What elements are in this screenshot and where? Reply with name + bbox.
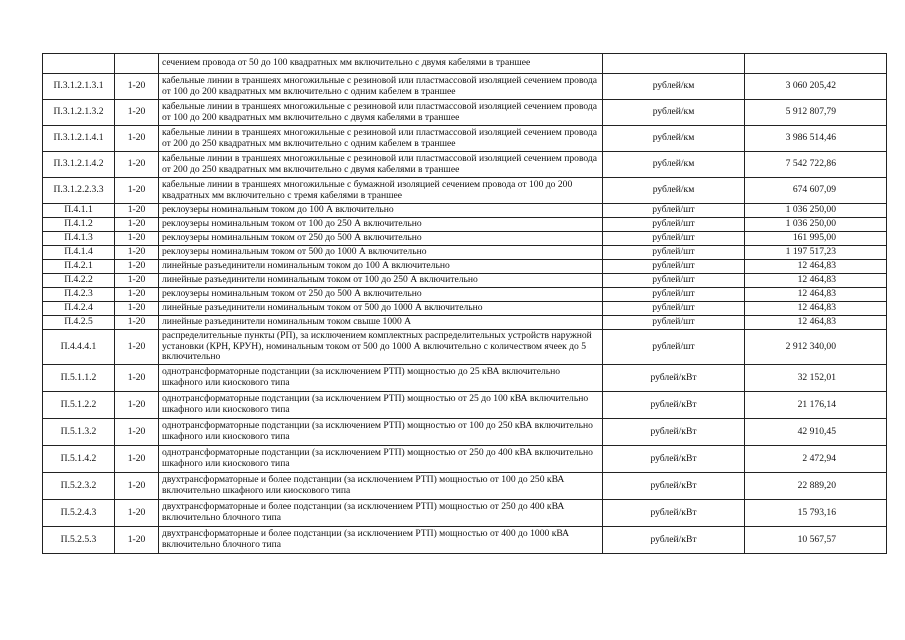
- table-row: [43, 126, 887, 152]
- voltage-cell: 1-20: [115, 204, 159, 218]
- value-cell: 5 912 807,79: [745, 100, 887, 126]
- code-cell: П.5.2.5.3: [43, 527, 115, 554]
- voltage-cell: 1-20: [115, 74, 159, 100]
- table-row: [43, 302, 887, 316]
- table-row: [43, 100, 887, 126]
- voltage-cell: 1-20: [115, 260, 159, 274]
- table-row: [43, 316, 887, 330]
- value-cell: 10 567,57: [745, 527, 887, 554]
- description-cell: реклоузеры номинальным током от 250 до 500 А включительно: [159, 288, 603, 302]
- voltage-cell: 1-20: [115, 152, 159, 178]
- voltage-cell: 1-20: [115, 288, 159, 302]
- voltage-cell: 1-20: [115, 419, 159, 446]
- value-cell: 12 464,83: [745, 302, 887, 316]
- value-cell: 3 060 205,42: [745, 74, 887, 100]
- unit-cell: рублей/км: [603, 152, 745, 178]
- description-cell: сечением провода от 50 до 100 квадратных мм включительно с двумя кабелями в траншее: [159, 54, 603, 74]
- value-cell: [745, 54, 887, 74]
- table-body: [43, 54, 887, 554]
- unit-cell: рублей/км: [603, 74, 745, 100]
- unit-cell: рублей/шт: [603, 288, 745, 302]
- description-cell: кабельные линии в траншеях многожильные с резиновой или пластмассовой изоляцией сечением провода от 200 до 250 квадратных мм включительно с одним кабелем в траншее: [159, 126, 603, 152]
- code-cell: П.4.2.4: [43, 302, 115, 316]
- description-cell: линейные разъединители номинальным током от 500 до 1000 А включительно: [159, 302, 603, 316]
- voltage-cell: 1-20: [115, 218, 159, 232]
- description-cell: реклоузеры номинальным током от 500 до 1000 А включительно: [159, 246, 603, 260]
- code-cell: П.4.1.3: [43, 232, 115, 246]
- table-row: [43, 218, 887, 232]
- description-cell: распределительные пункты (РП), за исключением комплектных распределительных устройств наружной установки (КРН, КРУН), номинальным током от 500 до 1000 А включительно с количеством ячеек до 5 включительно: [159, 330, 603, 365]
- value-cell: 21 176,14: [745, 392, 887, 419]
- voltage-cell: 1-20: [115, 365, 159, 392]
- description-cell: двухтрансформаторные и более подстанции (за исключением РТП) мощностью от 100 до 250 кВА включительно шкафного или киоскового типа: [159, 473, 603, 500]
- table-row: [43, 232, 887, 246]
- code-cell: П.4.2.1: [43, 260, 115, 274]
- code-cell: П.4.2.5: [43, 316, 115, 330]
- table-row: [43, 74, 887, 100]
- unit-cell: рублей/шт: [603, 232, 745, 246]
- table-row: [43, 260, 887, 274]
- code-cell: П.3.1.2.1.4.2: [43, 152, 115, 178]
- voltage-cell: 1-20: [115, 100, 159, 126]
- description-cell: однотрансформаторные подстанции (за исключением РТП) мощностью от 100 до 250 кВА включительно шкафного или киоскового типа: [159, 419, 603, 446]
- value-cell: 161 995,00: [745, 232, 887, 246]
- value-cell: 1 036 250,00: [745, 204, 887, 218]
- value-cell: 1 197 517,23: [745, 246, 887, 260]
- unit-cell: рублей/кВт: [603, 473, 745, 500]
- code-cell: П.4.4.4.1: [43, 330, 115, 365]
- code-cell: П.3.1.2.1.3.1: [43, 74, 115, 100]
- voltage-cell: 1-20: [115, 316, 159, 330]
- value-cell: 12 464,83: [745, 260, 887, 274]
- code-cell: П.5.1.3.2: [43, 419, 115, 446]
- voltage-cell: 1-20: [115, 527, 159, 554]
- table-row: [43, 288, 887, 302]
- description-cell: линейные разъединители номинальным током свыше 1000 А: [159, 316, 603, 330]
- description-cell: кабельные линии в траншеях многожильные с резиновой или пластмассовой изоляцией сечением провода от 200 до 250 квадратных мм включительно с двумя кабелями в траншее: [159, 152, 603, 178]
- code-cell: [43, 54, 115, 74]
- description-cell: кабельные линии в траншеях многожильные с резиновой или пластмассовой изоляцией сечением провода от 100 до 200 квадратных мм включительно с одним кабелем в траншее: [159, 74, 603, 100]
- value-cell: 3 986 514,46: [745, 126, 887, 152]
- code-cell: П.3.1.2.1.3.2: [43, 100, 115, 126]
- voltage-cell: 1-20: [115, 446, 159, 473]
- table-row: [43, 274, 887, 288]
- unit-cell: рублей/км: [603, 126, 745, 152]
- voltage-cell: 1-20: [115, 274, 159, 288]
- unit-cell: рублей/шт: [603, 274, 745, 288]
- table-row: [43, 178, 887, 204]
- unit-cell: рублей/кВт: [603, 527, 745, 554]
- code-cell: П.4.2.2: [43, 274, 115, 288]
- unit-cell: рублей/кВт: [603, 446, 745, 473]
- value-cell: 12 464,83: [745, 316, 887, 330]
- value-cell: 2 472,94: [745, 446, 887, 473]
- description-cell: реклоузеры номинальным током от 250 до 500 А включительно: [159, 232, 603, 246]
- unit-cell: рублей/шт: [603, 246, 745, 260]
- unit-cell: рублей/км: [603, 178, 745, 204]
- value-cell: 1 036 250,00: [745, 218, 887, 232]
- unit-cell: рублей/шт: [603, 316, 745, 330]
- code-cell: П.5.2.3.2: [43, 473, 115, 500]
- table-row: [43, 204, 887, 218]
- table-row: [43, 500, 887, 527]
- description-cell: однотрансформаторные подстанции (за исключением РТП) мощностью от 250 до 400 кВА включительно шкафного или киоскового типа: [159, 446, 603, 473]
- description-cell: линейные разъединители номинальным током от 100 до 250 А включительно: [159, 274, 603, 288]
- code-cell: П.5.1.4.2: [43, 446, 115, 473]
- value-cell: 15 793,16: [745, 500, 887, 527]
- value-cell: 22 889,20: [745, 473, 887, 500]
- table-row: [43, 473, 887, 500]
- unit-cell: рублей/шт: [603, 204, 745, 218]
- table-row: [43, 446, 887, 473]
- voltage-cell: [115, 54, 159, 74]
- table-row: [43, 527, 887, 554]
- value-cell: 32 152,01: [745, 365, 887, 392]
- description-cell: двухтрансформаторные и более подстанции (за исключением РТП) мощностью от 250 до 400 кВА включительно блочного типа: [159, 500, 603, 527]
- voltage-cell: 1-20: [115, 232, 159, 246]
- unit-cell: [603, 54, 745, 74]
- unit-cell: рублей/шт: [603, 260, 745, 274]
- voltage-cell: 1-20: [115, 330, 159, 365]
- voltage-cell: 1-20: [115, 302, 159, 316]
- table-row: [43, 152, 887, 178]
- voltage-cell: 1-20: [115, 392, 159, 419]
- code-cell: П.4.1.1: [43, 204, 115, 218]
- description-cell: линейные разъединители номинальным током до 100 А включительно: [159, 260, 603, 274]
- description-cell: кабельные линии в траншеях многожильные с бумажной изоляцией сечением провода от 100 до 200 квадратных мм включительно с тремя кабелями в траншее: [159, 178, 603, 204]
- tariff-table: [42, 53, 887, 554]
- tariff-table-page: [42, 53, 886, 554]
- description-cell: реклоузеры номинальным током до 100 А включительно: [159, 204, 603, 218]
- code-cell: П.3.1.2.2.3.3: [43, 178, 115, 204]
- unit-cell: рублей/шт: [603, 330, 745, 365]
- unit-cell: рублей/шт: [603, 302, 745, 316]
- code-cell: П.5.2.4.3: [43, 500, 115, 527]
- unit-cell: рублей/кВт: [603, 500, 745, 527]
- value-cell: 42 910,45: [745, 419, 887, 446]
- unit-cell: рублей/шт: [603, 218, 745, 232]
- voltage-cell: 1-20: [115, 500, 159, 527]
- value-cell: 674 607,09: [745, 178, 887, 204]
- description-cell: реклоузеры номинальным током от 100 до 250 А включительно: [159, 218, 603, 232]
- unit-cell: рублей/кВт: [603, 392, 745, 419]
- description-cell: кабельные линии в траншеях многожильные с резиновой или пластмассовой изоляцией сечением провода от 100 до 200 квадратных мм включительно с двумя кабелями в траншее: [159, 100, 603, 126]
- code-cell: П.5.1.1.2: [43, 365, 115, 392]
- code-cell: П.4.2.3: [43, 288, 115, 302]
- code-cell: П.4.1.2: [43, 218, 115, 232]
- unit-cell: рублей/км: [603, 100, 745, 126]
- value-cell: 7 542 722,86: [745, 152, 887, 178]
- value-cell: 2 912 340,00: [745, 330, 887, 365]
- table-row: [43, 246, 887, 260]
- table-row: [43, 419, 887, 446]
- table-row: [43, 330, 887, 365]
- voltage-cell: 1-20: [115, 473, 159, 500]
- voltage-cell: 1-20: [115, 246, 159, 260]
- code-cell: П.5.1.2.2: [43, 392, 115, 419]
- unit-cell: рублей/кВт: [603, 365, 745, 392]
- code-cell: П.3.1.2.1.4.1: [43, 126, 115, 152]
- table-row-continuation: [43, 54, 887, 74]
- value-cell: 12 464,83: [745, 274, 887, 288]
- description-cell: однотрансформаторные подстанции (за исключением РТП) мощностью до 25 кВА включительно шкафного или киоскового типа: [159, 365, 603, 392]
- unit-cell: рублей/кВт: [603, 419, 745, 446]
- voltage-cell: 1-20: [115, 126, 159, 152]
- table-row: [43, 392, 887, 419]
- description-cell: однотрансформаторные подстанции (за исключением РТП) мощностью от 25 до 100 кВА включительно шкафного или киоскового типа: [159, 392, 603, 419]
- code-cell: П.4.1.4: [43, 246, 115, 260]
- table-row: [43, 365, 887, 392]
- description-cell: двухтрансформаторные и более подстанции (за исключением РТП) мощностью от 400 до 1000 кВА включительно блочного типа: [159, 527, 603, 554]
- voltage-cell: 1-20: [115, 178, 159, 204]
- value-cell: 12 464,83: [745, 288, 887, 302]
